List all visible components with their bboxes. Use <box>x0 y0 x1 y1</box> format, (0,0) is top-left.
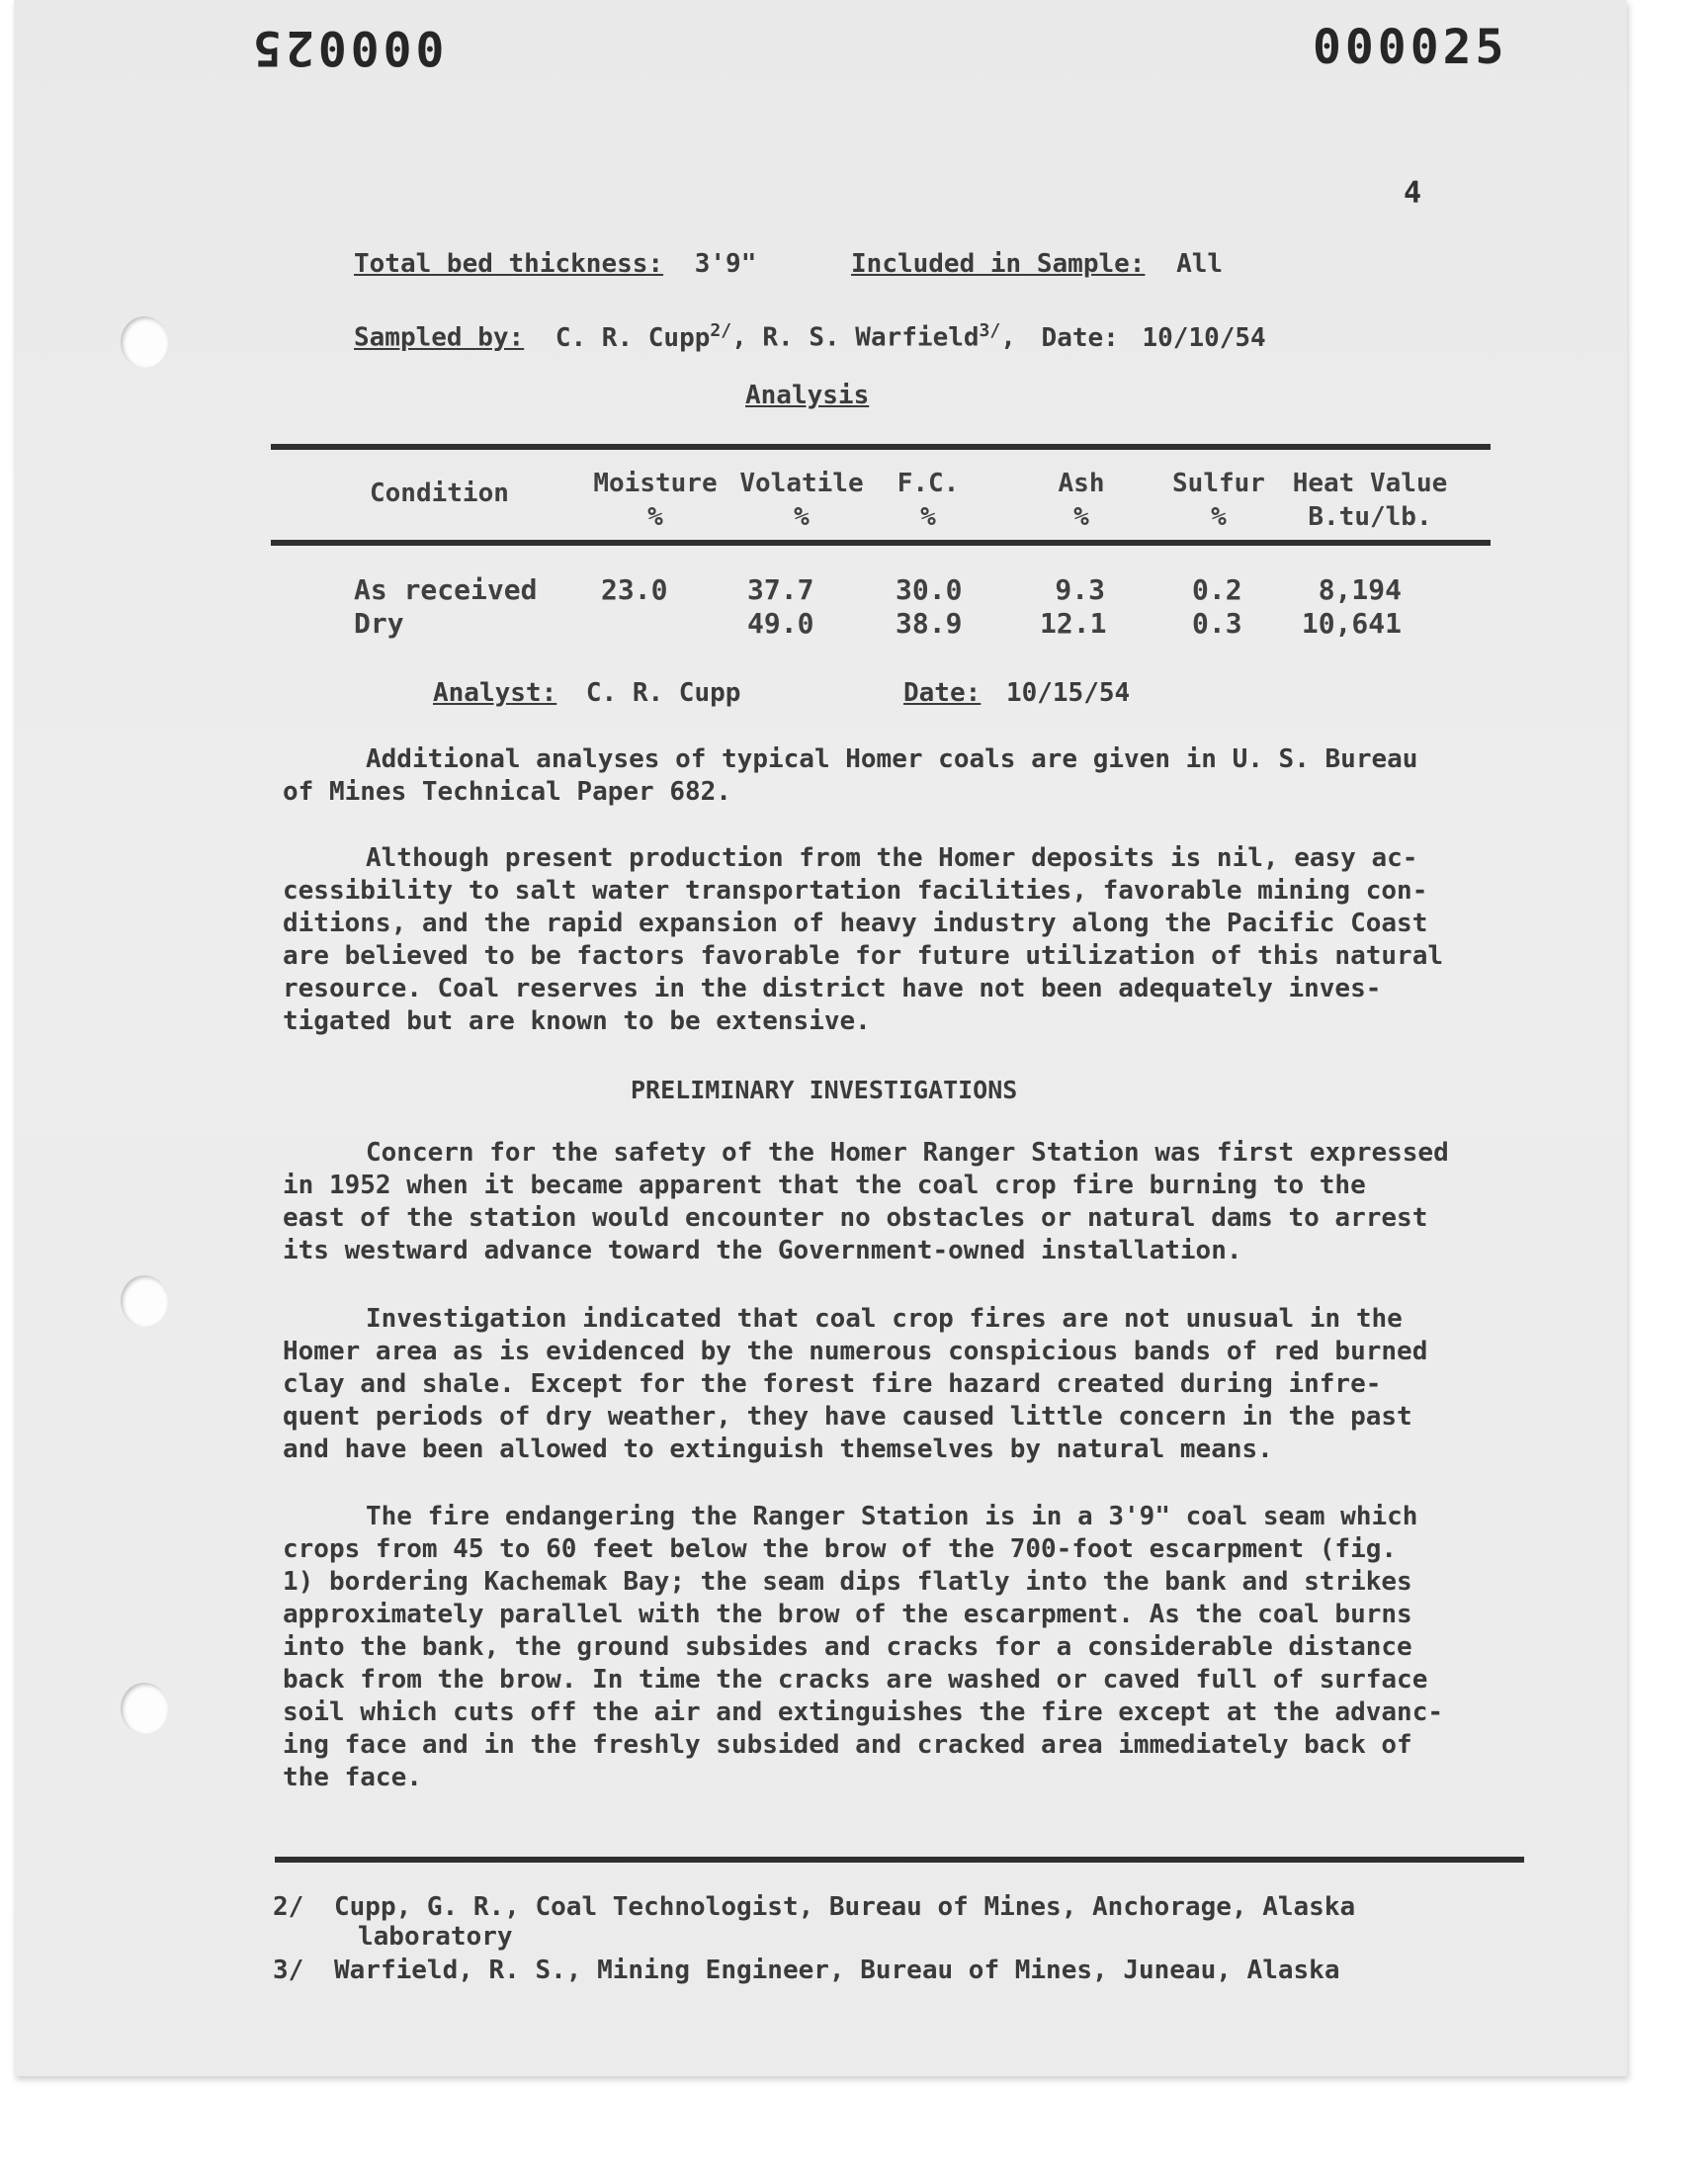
page-number: 4 <box>1404 176 1422 211</box>
paragraph-production <box>283 842 1530 1038</box>
col-header-sulfur <box>1164 467 1273 534</box>
document-page <box>14 0 1627 2076</box>
bed-thickness-line <box>354 247 1223 281</box>
table-row-as-received-volatile: 37.7 <box>747 573 814 606</box>
paragraph-line: Homer area as is evidenced by the numerous conspicious bands of red burned <box>283 1337 1428 1366</box>
table-row-as-received-fc: 30.0 <box>896 573 963 606</box>
paragraph-line: in 1952 when it became apparent that the coal crop fire burning to the <box>283 1171 1366 1200</box>
col-header-ash-unit: % <box>1073 502 1089 532</box>
col-header-fc-unit: % <box>920 502 936 532</box>
paragraph-fire <box>283 1501 1530 1794</box>
paragraph-line: quent periods of dry weather, they have caused little concern in the past <box>283 1402 1412 1432</box>
col-header-moisture-unit: % <box>647 502 663 532</box>
col-header-sulfur-label: Sulfur <box>1172 469 1265 498</box>
paragraph-line: into the bank, the ground subsides and cracks for a considerable distance <box>283 1632 1412 1662</box>
table-row-as-received-condition: As received <box>354 573 538 606</box>
paragraph-line: Additional analyses of typical Homer coals are given in U. S. Bureau <box>366 744 1418 774</box>
footnote-2-text <box>334 1892 1355 1952</box>
paragraph-line: The fire endangering the Ranger Station is in a 3'9" coal seam which <box>366 1502 1418 1531</box>
paragraph-investigation <box>283 1303 1530 1466</box>
punch-hole <box>121 1275 168 1327</box>
paragraph-line: Although present production from the Homer deposits is nil, easy ac- <box>366 843 1418 873</box>
paragraph-line: the face. <box>283 1763 422 1792</box>
section-heading: PRELIMINARY INVESTIGATIONS <box>631 1076 1018 1104</box>
col-header-moisture-label: Moisture <box>593 469 718 498</box>
col-header-ash <box>1042 467 1121 534</box>
sampled-by-label: Sampled by: <box>354 322 525 353</box>
col-header-heat-unit: B.tu/lb. <box>1308 502 1432 532</box>
sample-date-label: Date: <box>1041 322 1119 353</box>
col-header-sulfur-unit: % <box>1211 502 1227 532</box>
paragraph-concern <box>283 1137 1530 1267</box>
analysis-date-line <box>903 676 1130 710</box>
paragraph-line: soil which cuts off the air and extinguishes the fire except at the advanc- <box>283 1697 1443 1727</box>
footnote-2-mark: 2/ <box>273 1892 304 1922</box>
paragraph-line: of Mines Technical Paper 682. <box>283 777 731 807</box>
sampled-by-line: Sampled by: C. R. Cupp$^{2/}$, R. S. Warfield$^{3/}$, Date: 10/10/54 <box>354 320 1266 353</box>
paragraph-line: its westward advance toward the Government-owned installation. <box>283 1236 1242 1265</box>
paragraph-line: 1) bordering Kachemak Bay; the seam dips flatly into the bank and strikes <box>283 1567 1412 1597</box>
analyst-value: C. R. Cupp <box>585 678 741 708</box>
paragraph-line: ing face and in the freshly subsided and cracked area immediately back of <box>283 1730 1412 1760</box>
paragraph-line: east of the station would encounter no obstacles or natural dams to arrest <box>283 1203 1428 1233</box>
bed-thickness-value: 3'9" <box>694 249 757 279</box>
paragraph-line: ditions, and the rapid expansion of heavy industry along the Pacific Coast <box>283 909 1428 938</box>
col-header-moisture <box>583 467 727 534</box>
col-header-condition: Condition <box>370 478 509 508</box>
sampler-2-ref: 3/ <box>979 320 1001 341</box>
analyst-label: Analyst: <box>433 678 557 708</box>
table-row-as-received-sulfur: 0.2 <box>1192 573 1242 606</box>
bed-thickness-label: Total bed thickness: <box>354 249 664 279</box>
sampler-2: R. S. Warfield <box>762 322 980 353</box>
table-row-as-received-moisture: 23.0 <box>601 573 668 606</box>
punch-hole <box>121 316 168 368</box>
table-row-dry-ash: 12.1 <box>1040 607 1107 640</box>
paragraph-line: crops from 45 to 60 feet below the brow of the 700-foot escarpment (fig. <box>283 1534 1398 1564</box>
table-row-dry-sulfur: 0.3 <box>1192 607 1242 640</box>
sampler-1-ref: 2/ <box>710 320 732 341</box>
col-header-heat-value <box>1281 467 1459 534</box>
sample-date-value: 10/10/54 <box>1142 322 1266 353</box>
paragraph-line: and have been allowed to extinguish themselves by natural means. <box>283 1435 1273 1464</box>
stamp-number: 000025 <box>1313 20 1508 75</box>
paragraph-line: resource. Coal reserves in the district have not been adequately inves- <box>283 974 1382 1003</box>
footnote-rule <box>275 1857 1524 1863</box>
paragraph-line: clay and shale. Except for the forest fire hazard created during infre- <box>283 1369 1382 1399</box>
included-value: All <box>1176 249 1224 279</box>
footnote-3-text: Warfield, R. S., Mining Engineer, Bureau of Mines, Juneau, Alaska <box>334 1956 1340 1985</box>
analysis-date-label: Date: <box>903 678 982 708</box>
footnote-3-mark: 3/ <box>273 1956 304 1985</box>
stamp-number-inverted: 000025 <box>249 20 445 75</box>
paragraph-line: cessibility to salt water transportation facilities, favorable mining con- <box>283 876 1428 906</box>
table-row-dry-heat: 10,641 <box>1301 607 1402 640</box>
sampler-1: C. R. Cupp <box>555 322 711 353</box>
col-header-volatile <box>729 467 874 534</box>
paragraph-line: approximately parallel with the brow of the escarpment. As the coal burns <box>283 1600 1412 1629</box>
table-row-as-received-heat: 8,194 <box>1318 573 1402 606</box>
col-header-ash-label: Ash <box>1058 469 1105 498</box>
punch-hole <box>121 1683 168 1734</box>
footnote-2-line1: Cupp, G. R., Coal Technologist, Bureau of Mines, Anchorage, Alaska <box>334 1892 1356 1922</box>
footnote-2-line2: laboratory <box>358 1922 513 1952</box>
col-header-heat-label: Heat Value <box>1292 469 1448 498</box>
table-row-dry-condition: Dry <box>354 607 404 640</box>
paragraph-line: Concern for the safety of the Homer Ranger Station was first expressed <box>366 1138 1449 1168</box>
table-row-dry-volatile: 49.0 <box>747 607 814 640</box>
col-header-fc-label: F.C. <box>897 469 960 498</box>
table-top-rule <box>271 444 1491 450</box>
paragraph-additional-analyses <box>283 743 1530 809</box>
paragraph-line: back from the brow. In time the cracks are washed or caved full of surface <box>283 1665 1428 1695</box>
analysis-date-value: 10/15/54 <box>1005 678 1131 708</box>
table-row-dry-fc: 38.9 <box>896 607 963 640</box>
paragraph-line: Investigation indicated that coal crop fires are not unusual in the <box>366 1304 1403 1334</box>
table-header-rule <box>271 540 1491 546</box>
col-header-fc <box>884 467 973 534</box>
col-header-volatile-unit: % <box>794 502 810 532</box>
table-row-as-received-ash: 9.3 <box>1055 573 1105 606</box>
included-label: Included in Sample: <box>851 249 1146 279</box>
col-header-volatile-label: Volatile <box>739 469 864 498</box>
paragraph-line: are believed to be factors favorable for future utilization of this natural <box>283 941 1443 971</box>
paragraph-line: tigated but are known to be extensive. <box>283 1006 871 1036</box>
analyst-line <box>433 676 740 710</box>
analysis-title: Analysis <box>745 381 870 410</box>
